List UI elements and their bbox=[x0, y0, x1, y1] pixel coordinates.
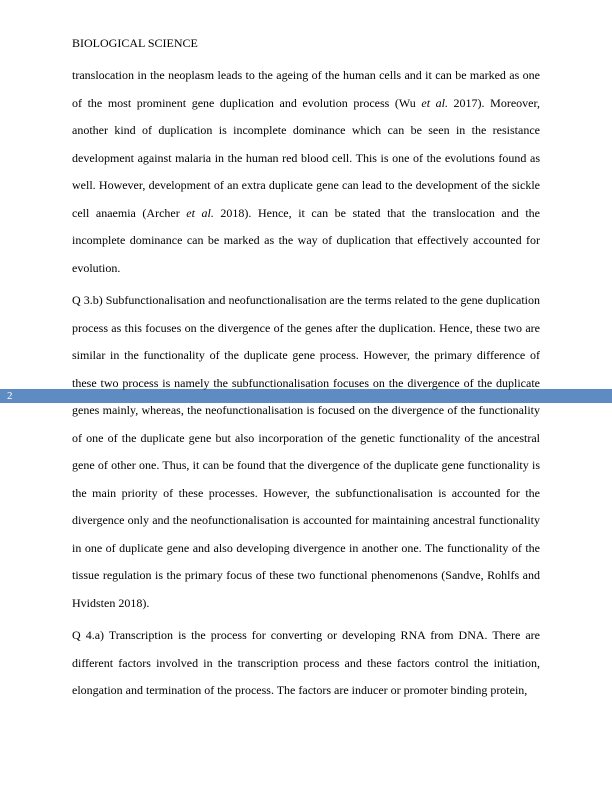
text-segment: 2017). Moreover, another kind of duplication is incomplete dominance which can be seen in the resistance development against malaria in the human red blood cell. This is one of the evolutions found as well. However, development of an extra duplicate gene can lead to the development of the sickle cell anaemia (Archer bbox=[72, 95, 540, 220]
text-segment: translocation in the neoplasm leads to the ageing of the human cells and it can be marked as one of the most prominent gene duplication and evolution process (Wu bbox=[72, 68, 540, 110]
italic-segment: et al. bbox=[421, 95, 448, 110]
page-number: 2 bbox=[7, 390, 13, 402]
running-header: BIOLOGICAL SCIENCE bbox=[72, 36, 198, 50]
italic-segment: et al. bbox=[186, 205, 214, 220]
paragraph-continuation bbox=[72, 62, 540, 282]
text-segment: Q 4.a) Transcription is the process for converting or developing RNA from DNA. There are different factors involved in the transcription process and these factors control the initiation, elongation and termination of the process. The factors are inducer or promoter binding protein, bbox=[72, 628, 540, 697]
text-segment: Q 3.b) Subfunctionalisation and neofunctionalisation are the terms related to the gene duplication process as this focuses on the divergence of the genes after the duplication. Hence, these two are similar in the functionality of the duplicate gene process. However, the primary difference of these two process is namely the subfunctionalisation focuses on the divergence of the duplicate genes mainly, whereas, the neofunctionalisation is focused on the divergence of the functionality of one of the duplicate gene but also incorporation of the genetic functionality of the ancestral gene of other one. Thus, it can be found that the divergence of the duplicate gene functionality is the main priority of these processes. However, the subfunctionalisation is accounted for the divergence only and the neofunctionalisation is accounted for maintaining ancestral functionality in one of duplicate gene and also developing divergence in another one. The functionality of the tissue regulation is the primary focus of these two functional phenomenons (Sandve, Rohlfs and Hvidsten 2018). bbox=[72, 293, 540, 610]
text-segment: 2018). Hence, it can be stated that the translocation and the incomplete dominance can be marked as the way of duplication that effectively accounted for evolution. bbox=[72, 205, 540, 275]
body-text bbox=[72, 62, 540, 710]
paragraph-q3b bbox=[72, 287, 540, 617]
paragraph-q4a bbox=[72, 622, 540, 705]
